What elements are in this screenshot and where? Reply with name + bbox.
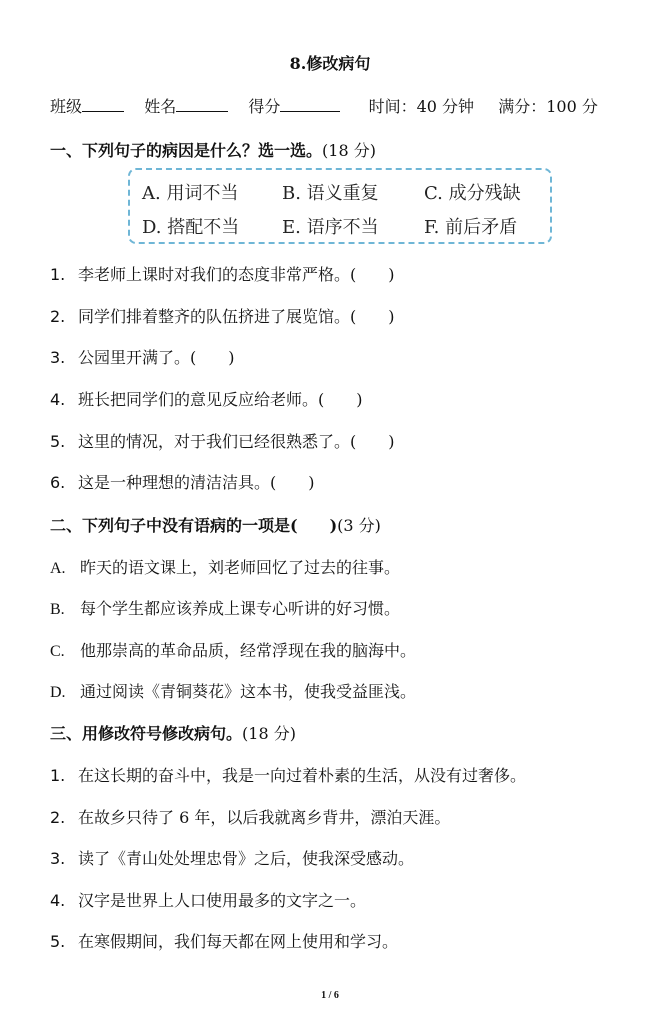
s3-sentence-2: 2. 在故乡只待了 6 年，以后我就离乡背井，漂泊天涯。 (50, 808, 451, 827)
class-blank[interactable] (82, 97, 124, 112)
section2-heading (50, 513, 381, 536)
section3-score: (18 分) (242, 724, 296, 743)
s1-question-4: 4. 班长把同学们的意见反应给老师。( ) (50, 390, 363, 409)
section2-heading-text: 二、下列句子中没有语病的一项是( ) (50, 516, 338, 535)
s3-sentence-5: 5. 在寒假期间，我们每天都在网上使用和学习。 (50, 932, 399, 951)
class-label: 班级 (50, 97, 83, 116)
s3-sentence-4: 4. 汉字是世界上人口使用最多的文字之一。 (50, 891, 367, 910)
name-label: 姓名 (144, 97, 177, 116)
page-number: 1 / 6 (321, 990, 339, 1001)
time-label: 时间：40 分钟 (368, 97, 475, 116)
section1-heading (50, 138, 376, 161)
score-label: 得分 (248, 97, 281, 116)
option-e: E. 语序不当 (282, 217, 379, 238)
section1-score: (18 分) (322, 141, 376, 160)
option-c: C. 成分残缺 (424, 183, 521, 204)
section2-score: (3 分) (337, 516, 381, 535)
section3-heading-text: 三、用修改符号修改病句。 (50, 724, 243, 743)
s1-question-1: 1. 李老师上课时对我们的态度非常严格。( ) (50, 265, 395, 284)
s3-sentence-3: 3. 读了《青山处处埋忠骨》之后，使我深受感动。 (50, 849, 415, 868)
option-b: B. 语义重复 (282, 183, 379, 204)
s1-question-6: 6. 这是一种理想的清洁洁具。( ) (50, 473, 315, 492)
full-score-label: 满分：100 分 (498, 97, 598, 116)
name-blank[interactable] (176, 97, 228, 112)
cause-options-box (128, 168, 552, 244)
s2-option-c: C. 他那崇高的革命品质，经常浮现在我的脑海中。 (50, 641, 417, 660)
option-d: D. 搭配不当 (142, 217, 240, 238)
option-f: F. 前后矛盾 (424, 217, 518, 238)
s1-question-2: 2. 同学们排着整齐的队伍挤进了展览馆。( ) (50, 307, 395, 326)
section3-heading (50, 721, 296, 744)
section1-heading-text: 一、下列句子的病因是什么？选一选。 (50, 141, 323, 160)
s3-sentence-1: 1. 在这长期的奋斗中，我是一向过着朴素的生活，从没有过奢侈。 (50, 766, 527, 785)
score-blank[interactable] (280, 97, 340, 112)
s2-option-d: D. 通过阅读《青铜葵花》这本书，使我受益匪浅。 (50, 682, 417, 701)
s2-option-b: B. 每个学生都应该养成上课专心听讲的好习惯。 (50, 599, 401, 618)
s1-question-5: 5. 这里的情况，对于我们已经很熟悉了。( ) (50, 432, 395, 451)
page-title: 8.修改病句 (289, 54, 371, 73)
s2-option-a: A. 昨天的语文课上，刘老师回忆了过去的往事。 (50, 558, 401, 577)
option-a: A. 用词不当 (142, 183, 239, 204)
student-info-row (50, 94, 630, 117)
s1-question-3: 3. 公园里开满了。( ) (50, 348, 235, 367)
